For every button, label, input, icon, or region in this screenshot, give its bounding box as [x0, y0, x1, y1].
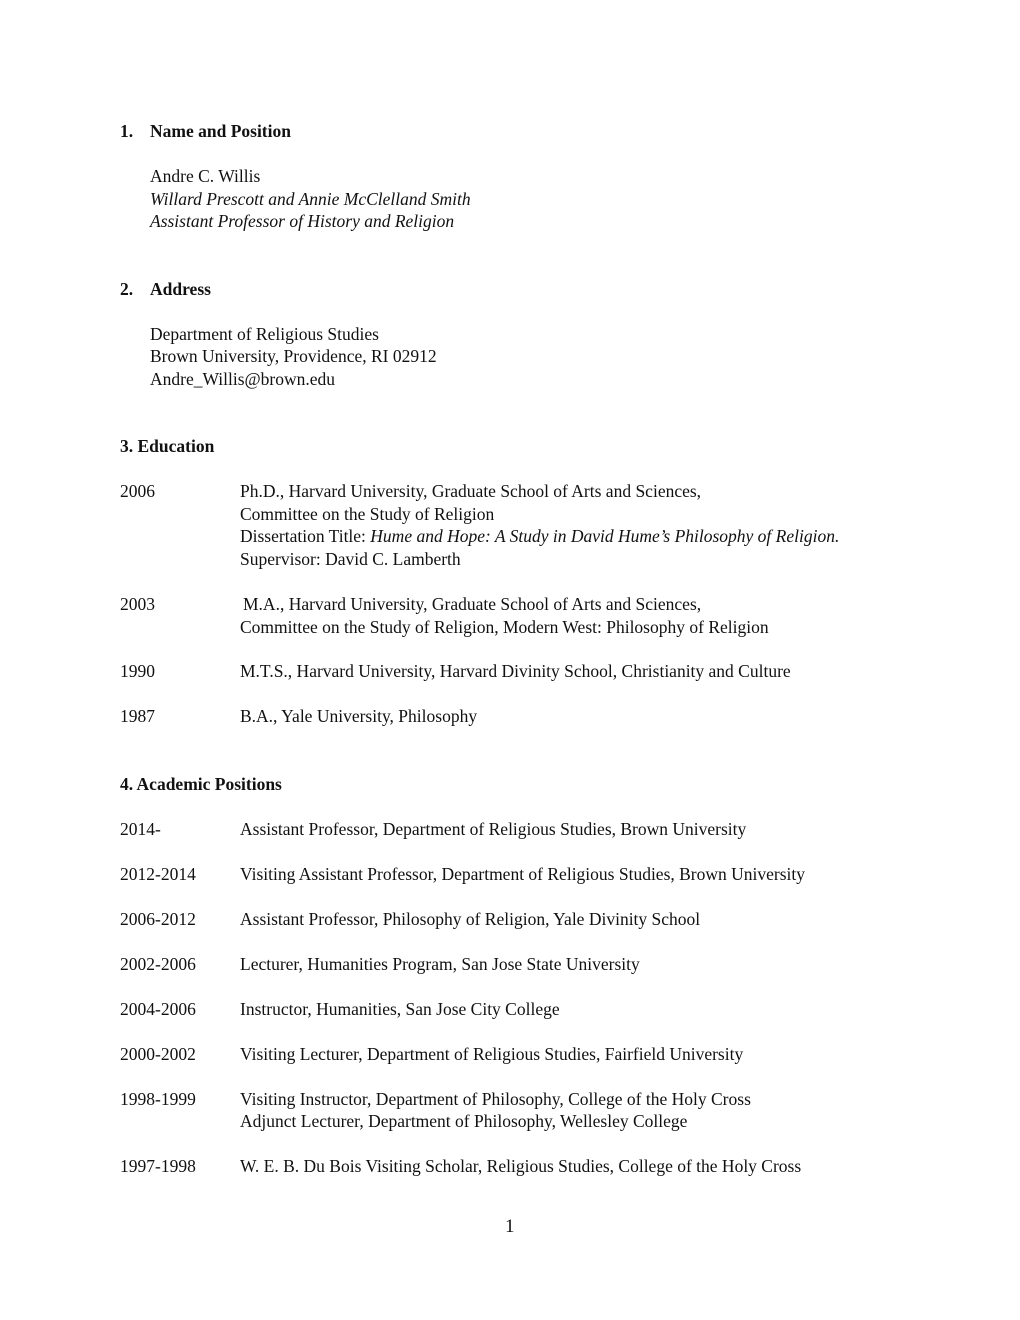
- position-description-secondary: Adjunct Lecturer, Department of Philosophy, Wellesley College: [240, 1111, 688, 1131]
- dissertation-title: Hume and Hope: A Study in David Hume’s Philosophy of Religion.: [370, 526, 840, 546]
- education-detail: Committee on the Study of Religion: [240, 504, 495, 524]
- supervisor: Supervisor: David C. Lamberth: [240, 549, 461, 569]
- position-description: W. E. B. Du Bois Visiting Scholar, Religious Studies, College of the Holy Cross: [240, 1156, 802, 1176]
- dissertation-label: Dissertation Title:: [240, 526, 371, 546]
- dissertation-line: [240, 525, 839, 548]
- education-degree: Ph.D., Harvard University, Graduate School of Arts and Sciences,: [240, 481, 702, 501]
- position-description: Assistant Professor, Department of Religious Studies, Brown University: [240, 819, 747, 839]
- person-name: Andre C. Willis: [150, 166, 261, 186]
- section-1-number: 1.: [120, 121, 134, 141]
- position-description: Visiting Assistant Professor, Department of Religious Studies, Brown University: [240, 864, 806, 884]
- position-years: 2000-2002: [120, 1044, 196, 1064]
- position-years: 2012-2014: [120, 864, 196, 884]
- education-year: 1987: [120, 706, 155, 726]
- education-year: 1990: [120, 661, 155, 681]
- section-1-heading: Name and Position: [150, 121, 291, 141]
- position-description: Visiting Instructor, Department of Philosophy, College of the Holy Cross: [240, 1089, 751, 1109]
- position-description: Lecturer, Humanities Program, San Jose State University: [240, 954, 640, 974]
- education-degree: M.T.S., Harvard University, Harvard Divinity School, Christianity and Culture: [240, 661, 791, 681]
- position-years: 1998-1999: [120, 1089, 196, 1109]
- chair-title: Willard Prescott and Annie McClelland Smith: [150, 189, 471, 209]
- section-2-number: 2.: [120, 279, 134, 299]
- education-degree: M.A., Harvard University, Graduate School of Arts and Sciences,: [243, 594, 702, 614]
- address-line-1: Department of Religious Studies: [150, 324, 379, 344]
- position-years: 2014-: [120, 819, 161, 839]
- section-3-heading: 3. Education: [120, 436, 215, 456]
- address-line-2: Brown University, Providence, RI 02912: [150, 346, 437, 366]
- position-years: 2006-2012: [120, 909, 196, 929]
- section-4-heading: 4. Academic Positions: [120, 774, 282, 794]
- position-years: 1997-1998: [120, 1156, 196, 1176]
- position-title: Assistant Professor of History and Religion: [150, 211, 455, 231]
- position-description: Assistant Professor, Philosophy of Religion, Yale Divinity School: [240, 909, 701, 929]
- education-degree: B.A., Yale University, Philosophy: [240, 706, 478, 726]
- education-detail: Committee on the Study of Religion, Modern West: Philosophy of Religion: [240, 617, 769, 637]
- education-year: 2006: [120, 481, 155, 501]
- section-2-heading: Address: [150, 279, 211, 299]
- education-year: 2003: [120, 594, 155, 614]
- position-years: 2002-2006: [120, 954, 196, 974]
- position-description: Instructor, Humanities, San Jose City College: [240, 999, 560, 1019]
- position-description: Visiting Lecturer, Department of Religious Studies, Fairfield University: [240, 1044, 744, 1064]
- position-years: 2004-2006: [120, 999, 196, 1019]
- page-number: 1: [505, 1216, 515, 1237]
- email-address: Andre_Willis@brown.edu: [150, 369, 336, 389]
